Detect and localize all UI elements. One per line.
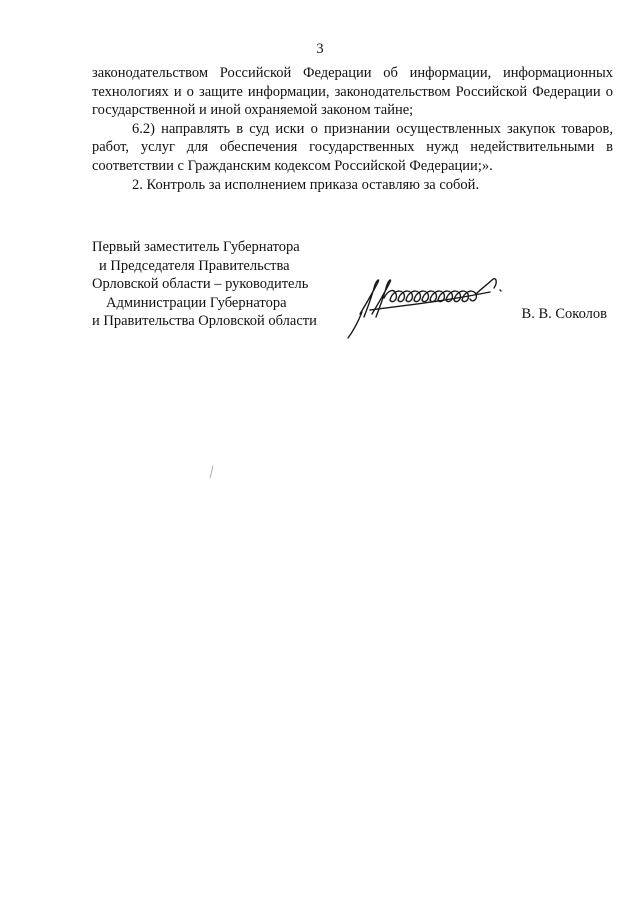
page-number: 3 — [316, 41, 324, 57]
handwritten-signature-icon — [340, 268, 515, 346]
signer-title-line: Администрации Губернатора — [106, 294, 287, 311]
paragraph-item-2: 2. Контроль за исполнением приказа оставляю за собой. — [132, 176, 480, 193]
signer-title-line: и Правительства Орловской области — [92, 313, 317, 330]
signer-title-line: Первый заместитель Губернатора — [92, 239, 300, 255]
paragraph-item-6-2: 6.2) направлять в суд иски о признании осуществленных закупок товаров, работ, услуг для обеспечения государственных нужд недействительными в соответствии с Гражданским кодексом Российской Федерации;». — [92, 120, 613, 174]
signer-name: В. В. Соколов — [521, 306, 607, 322]
document-body — [92, 64, 613, 194]
signer-title-line: Орловской области – руководитель — [92, 276, 309, 293]
paragraph-continuation: законодательством Российской Федерации об информации, информационных технологиях и о защите информации, законодательством Российской Федерации о государственной и иной охраняемой законом тайне; — [92, 65, 613, 119]
signer-title-line: и Председателя Правительства — [99, 257, 290, 274]
scan-mark-icon — [208, 465, 216, 479]
signer-title — [92, 238, 342, 331]
